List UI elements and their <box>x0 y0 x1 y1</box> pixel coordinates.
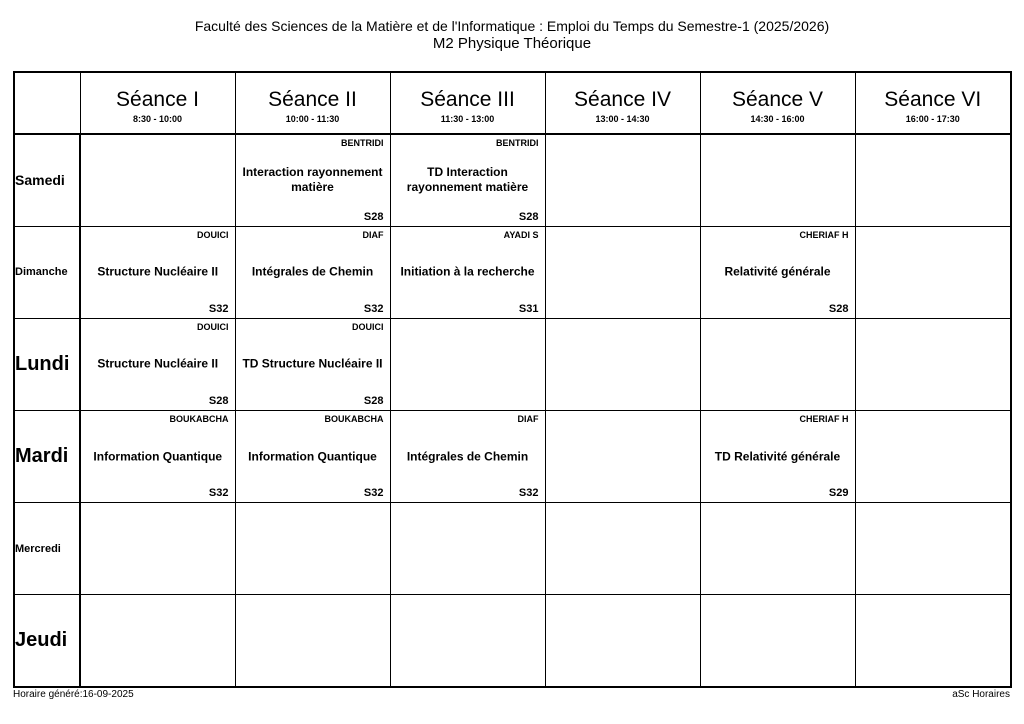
session-room: S32 <box>363 487 384 500</box>
slot-name: Séance V <box>731 88 824 111</box>
session-teacher: DOUICI <box>197 229 229 240</box>
session-room: S32 <box>363 302 384 315</box>
empty-cell <box>855 134 1011 226</box>
empty-cell <box>545 134 700 226</box>
session-course: Information Quantique <box>93 449 223 464</box>
session-course: Structure Nucléaire II <box>97 264 219 279</box>
empty-cell <box>855 318 1011 410</box>
day-label: Jeudi <box>14 595 80 687</box>
day-row-lundi <box>14 318 1011 410</box>
page-title: Faculté des Sciences de la Matière et de l'Informatique : Emploi du Temps du Semestre-1 (2025/2026) <box>194 18 830 34</box>
empty-cell <box>235 503 390 595</box>
slot-time: 13:00 - 14:30 <box>595 114 650 124</box>
day-row-samedi <box>14 134 1011 226</box>
slot-name: Séance VI <box>884 88 982 111</box>
empty-cell <box>235 595 390 687</box>
empty-cell <box>855 410 1011 502</box>
slot-name: Séance II <box>268 88 357 111</box>
corner-cell <box>14 72 80 134</box>
session-cell <box>390 410 545 502</box>
session-teacher: CHERIAF H <box>799 229 849 240</box>
day-label: Mercredi <box>14 503 80 595</box>
timetable <box>13 71 1012 688</box>
empty-cell <box>545 318 700 410</box>
day-row-mercredi <box>14 503 1011 595</box>
session-teacher: CHERIAF H <box>799 413 849 424</box>
session-room: S28 <box>518 210 539 223</box>
session-room: S32 <box>208 487 229 500</box>
session-teacher: DIAF <box>362 229 384 240</box>
empty-cell <box>80 595 235 687</box>
session-course: Structure Nucléaire II <box>97 356 219 371</box>
day-row-dimanche <box>14 226 1011 318</box>
slot-header-4 <box>545 72 700 134</box>
session-teacher: DOUICI <box>197 321 229 332</box>
slot-header-row <box>14 72 1011 134</box>
session-cell <box>700 226 855 318</box>
day-row-mardi <box>14 410 1011 502</box>
class-name: M2 Physique Théorique <box>432 35 592 52</box>
session-cell <box>235 318 390 410</box>
session-room: S32 <box>518 487 539 500</box>
session-course: Interaction rayonnement matière <box>242 165 383 195</box>
session-cell <box>390 134 545 226</box>
session-teacher: DOUICI <box>352 321 384 332</box>
session-cell <box>235 410 390 502</box>
session-teacher: BENTRIDI <box>496 138 539 148</box>
session-course: Relativité générale <box>724 264 831 279</box>
session-room: S28 <box>828 302 849 315</box>
day-label: Lundi <box>14 318 80 410</box>
empty-cell <box>855 595 1011 687</box>
session-cell <box>235 134 390 226</box>
session-teacher: BENTRIDI <box>341 138 384 148</box>
slot-time: 16:00 - 17:30 <box>905 114 960 124</box>
session-course: Initiation à la recherche <box>400 264 535 279</box>
session-teacher: AYADI S <box>503 229 539 240</box>
session-room: S32 <box>208 302 229 315</box>
session-cell <box>80 318 235 410</box>
empty-cell <box>700 503 855 595</box>
slot-name: Séance III <box>420 88 515 111</box>
session-course: TD Interaction rayonnement matière <box>406 165 529 195</box>
session-course: Information Quantique <box>248 449 377 464</box>
session-course: Intégrales de Chemin <box>251 264 374 279</box>
session-cell <box>80 226 235 318</box>
page-header <box>0 18 1024 53</box>
empty-cell <box>80 134 235 226</box>
slot-name: Séance I <box>116 88 199 111</box>
empty-cell <box>700 318 855 410</box>
empty-cell <box>545 595 700 687</box>
empty-cell <box>855 226 1011 318</box>
slot-time: 11:30 - 13:00 <box>440 114 495 124</box>
session-cell <box>700 410 855 502</box>
slot-name: Séance IV <box>574 88 671 111</box>
session-room: S29 <box>828 487 849 500</box>
session-teacher: BOUKABCHA <box>324 413 384 424</box>
empty-cell <box>700 134 855 226</box>
day-label: Mardi <box>14 410 80 502</box>
empty-cell <box>545 503 700 595</box>
session-room: S28 <box>363 394 384 407</box>
empty-cell <box>390 318 545 410</box>
session-teacher: DIAF <box>517 413 539 424</box>
empty-cell <box>855 503 1011 595</box>
session-cell <box>235 226 390 318</box>
day-label: Samedi <box>14 134 80 226</box>
software-credit: aSc Horaires <box>952 689 1010 700</box>
session-cell <box>80 410 235 502</box>
empty-cell <box>545 410 700 502</box>
generated-date: Horaire généré:16-09-2025 <box>13 689 134 700</box>
session-teacher: BOUKABCHA <box>169 413 229 424</box>
empty-cell <box>700 595 855 687</box>
slot-time: 10:00 - 11:30 <box>285 114 340 124</box>
slot-header-2 <box>235 72 390 134</box>
slot-header-5 <box>700 72 855 134</box>
session-room: S28 <box>363 210 384 223</box>
session-room: S28 <box>208 394 229 407</box>
session-room: S31 <box>518 302 539 315</box>
empty-cell <box>80 503 235 595</box>
slot-time: 8:30 - 10:00 <box>132 114 183 124</box>
slot-header-6 <box>855 72 1011 134</box>
slot-time: 14:30 - 16:00 <box>750 114 805 124</box>
empty-cell <box>390 503 545 595</box>
session-course: TD Structure Nucléaire II <box>242 356 383 371</box>
day-row-jeudi <box>14 595 1011 687</box>
slot-header-3 <box>390 72 545 134</box>
empty-cell <box>390 595 545 687</box>
session-cell <box>390 226 545 318</box>
slot-header-1 <box>80 72 235 134</box>
session-course: TD Relativité générale <box>714 449 841 464</box>
session-course: Intégrales de Chemin <box>406 449 529 464</box>
day-label: Dimanche <box>14 226 80 318</box>
empty-cell <box>545 226 700 318</box>
